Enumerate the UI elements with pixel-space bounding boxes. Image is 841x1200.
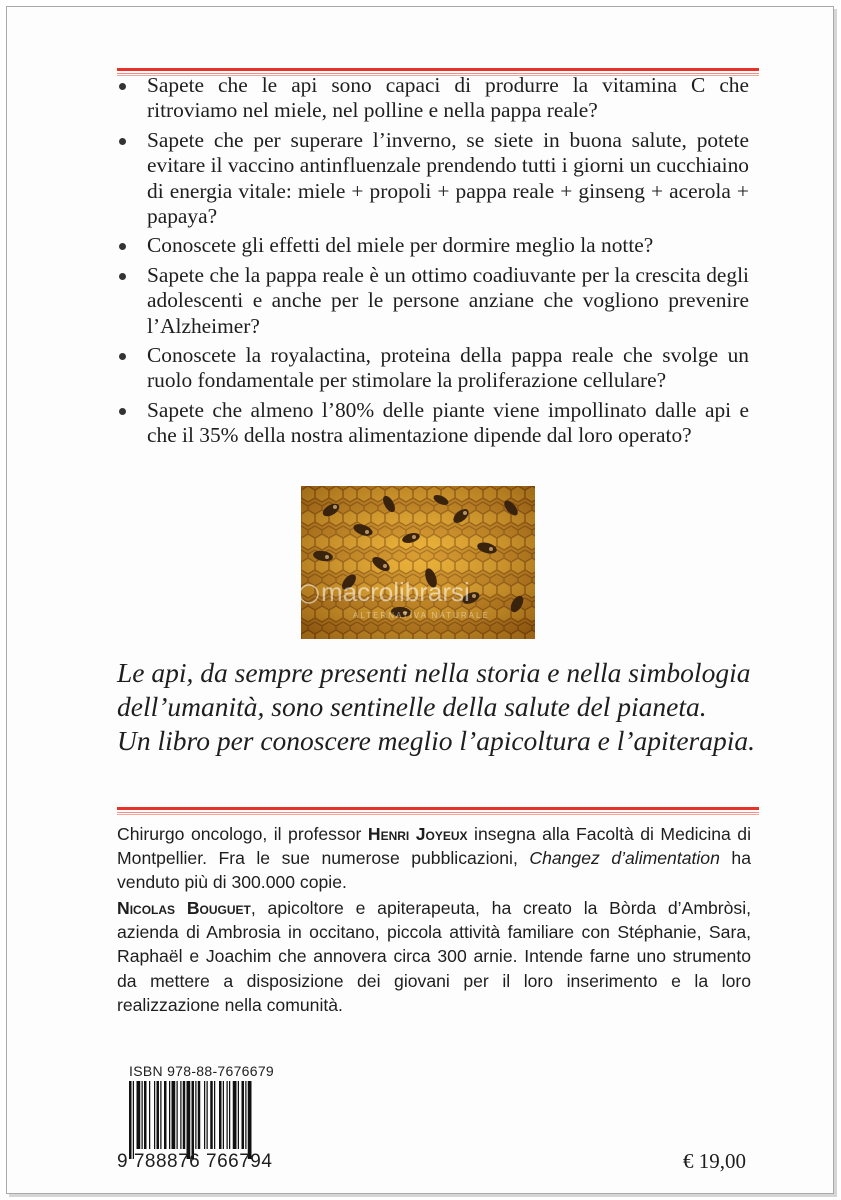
barcode-bar bbox=[137, 1081, 141, 1149]
barcode-bar bbox=[219, 1081, 222, 1149]
barcode-bar bbox=[229, 1081, 230, 1149]
barcode-bar bbox=[248, 1081, 252, 1159]
honeycomb-bees-photo bbox=[301, 486, 535, 639]
barcode-bar bbox=[149, 1081, 150, 1149]
barcode-bar bbox=[223, 1081, 224, 1149]
fact-item: Sapete che le api sono capaci di produrre la vitamina C che ritroviamo nel miele, nel polline e nella pappa reale? bbox=[117, 73, 749, 124]
barcode-bar bbox=[160, 1081, 161, 1149]
barcode-bar bbox=[133, 1081, 134, 1159]
barcode-bar bbox=[198, 1081, 201, 1149]
barcode-bar bbox=[233, 1081, 237, 1149]
barcode-bar bbox=[129, 1081, 132, 1159]
book-title-reference: Changez d’alimentation bbox=[529, 848, 720, 869]
barcode-bar bbox=[214, 1081, 215, 1149]
watermark-text: macrolibrarsi bbox=[321, 577, 470, 607]
barcode-bar bbox=[238, 1081, 239, 1149]
book-back-cover bbox=[6, 6, 834, 1194]
bullet-icon bbox=[119, 353, 126, 360]
barcode-bar bbox=[164, 1081, 167, 1149]
barcode-bar bbox=[207, 1081, 208, 1149]
isbn-label: ISBN 978-88-7676679 bbox=[129, 1063, 275, 1079]
quote-line: dell’umanità, sono sentinelle della salute del pianeta. bbox=[117, 691, 707, 722]
author-name: Nicolas Bouguet bbox=[117, 898, 251, 918]
barcode-bar bbox=[172, 1081, 176, 1149]
price-label: € 19,00 bbox=[683, 1149, 746, 1173]
barcode-bar bbox=[177, 1081, 178, 1149]
quote-line: Un libro per conoscere meglio l’apicoltura e l’apiterapia. bbox=[117, 725, 755, 756]
barcode-bar bbox=[187, 1081, 191, 1159]
ean-digits: 9 788876 766794 bbox=[117, 1151, 273, 1172]
barcode-bar bbox=[157, 1081, 160, 1149]
author-bio-joyeux: Chirurgo oncologo, il professor Henri Joyeux insegna alla Facoltà di Medicina di Montpellier. Fra le sue numerose pubblicazioni, Changez d’alimentation ha venduto più di 300.000 copie. bbox=[117, 824, 752, 893]
barcode-bar bbox=[204, 1081, 205, 1149]
barcode-bar bbox=[210, 1081, 213, 1149]
fact-item: Conoscete la royalactina, proteina della pappa reale che svolge un ruolo fondamentale per stimolare la proliferazione cellulare? bbox=[117, 343, 749, 394]
barcode-bar bbox=[180, 1081, 181, 1149]
barcode-bar bbox=[144, 1081, 147, 1149]
barcode-bar bbox=[154, 1081, 155, 1149]
facts-list bbox=[117, 73, 749, 453]
author-name: Henri Joyeux bbox=[367, 824, 468, 844]
fact-item: Sapete che almeno l’80% delle piante viene impollinato dalle api e che il 35% della nostra alimentazione dipende dal loro operato? bbox=[117, 398, 749, 449]
bullet-icon bbox=[119, 138, 126, 145]
quote-line: Le api, da sempre presenti nella storia e nella simbologia bbox=[117, 657, 751, 688]
fact-item: Conoscete gli effetti del miele per dormire meglio la notte? bbox=[117, 233, 749, 258]
bullet-icon bbox=[119, 243, 126, 250]
barcode-bar bbox=[169, 1081, 170, 1149]
fact-item: Sapete che la pappa reale è un ottimo coadiuvante per la crescita degli adolescenti e anche per le persone anziane che vogliono prevenire l’Alzheimer? bbox=[117, 263, 749, 339]
barcode-bar bbox=[242, 1081, 245, 1149]
barcode-bar bbox=[192, 1081, 195, 1159]
fact-item: Sapete che per superare l’inverno, se siete in buona salute, potete evitare il vaccino antinfluenzale prendendo tutti i giorni un cucchiaino di energia vitale: miele + propoli + pappa reale + ginseng + acerola + papaya? bbox=[117, 128, 749, 230]
barcode-bar bbox=[227, 1081, 228, 1149]
barcode-bar bbox=[245, 1081, 246, 1149]
bullet-icon bbox=[119, 273, 126, 280]
barcode-image bbox=[119, 1081, 289, 1159]
barcode-bar bbox=[142, 1081, 143, 1149]
author-bio-bouguet: Nicolas Bouguet, apicoltore e apiterapeuta, ha creato la Bòrda d’Ambròsi, azienda di Ambrosia in occitano, piccola attività familiare con Stéphanie, Sara, Raphaël e Joachim che annovera circa 300 arnie. Intende farne uno strumento da mettere a disposizione dei giovani per il loro inserimento e la loro realizzazione nella comunità. bbox=[117, 898, 752, 1015]
barcode-bar bbox=[183, 1081, 186, 1149]
barcode-bar bbox=[195, 1081, 196, 1149]
tagline-quote bbox=[117, 656, 757, 758]
bullet-icon bbox=[119, 408, 126, 415]
watermark-subtext: ALTERNATIVA NATURALE bbox=[353, 611, 490, 620]
middle-red-rule bbox=[117, 807, 759, 815]
barcode-block bbox=[117, 1063, 289, 1175]
bullet-icon bbox=[119, 83, 126, 90]
